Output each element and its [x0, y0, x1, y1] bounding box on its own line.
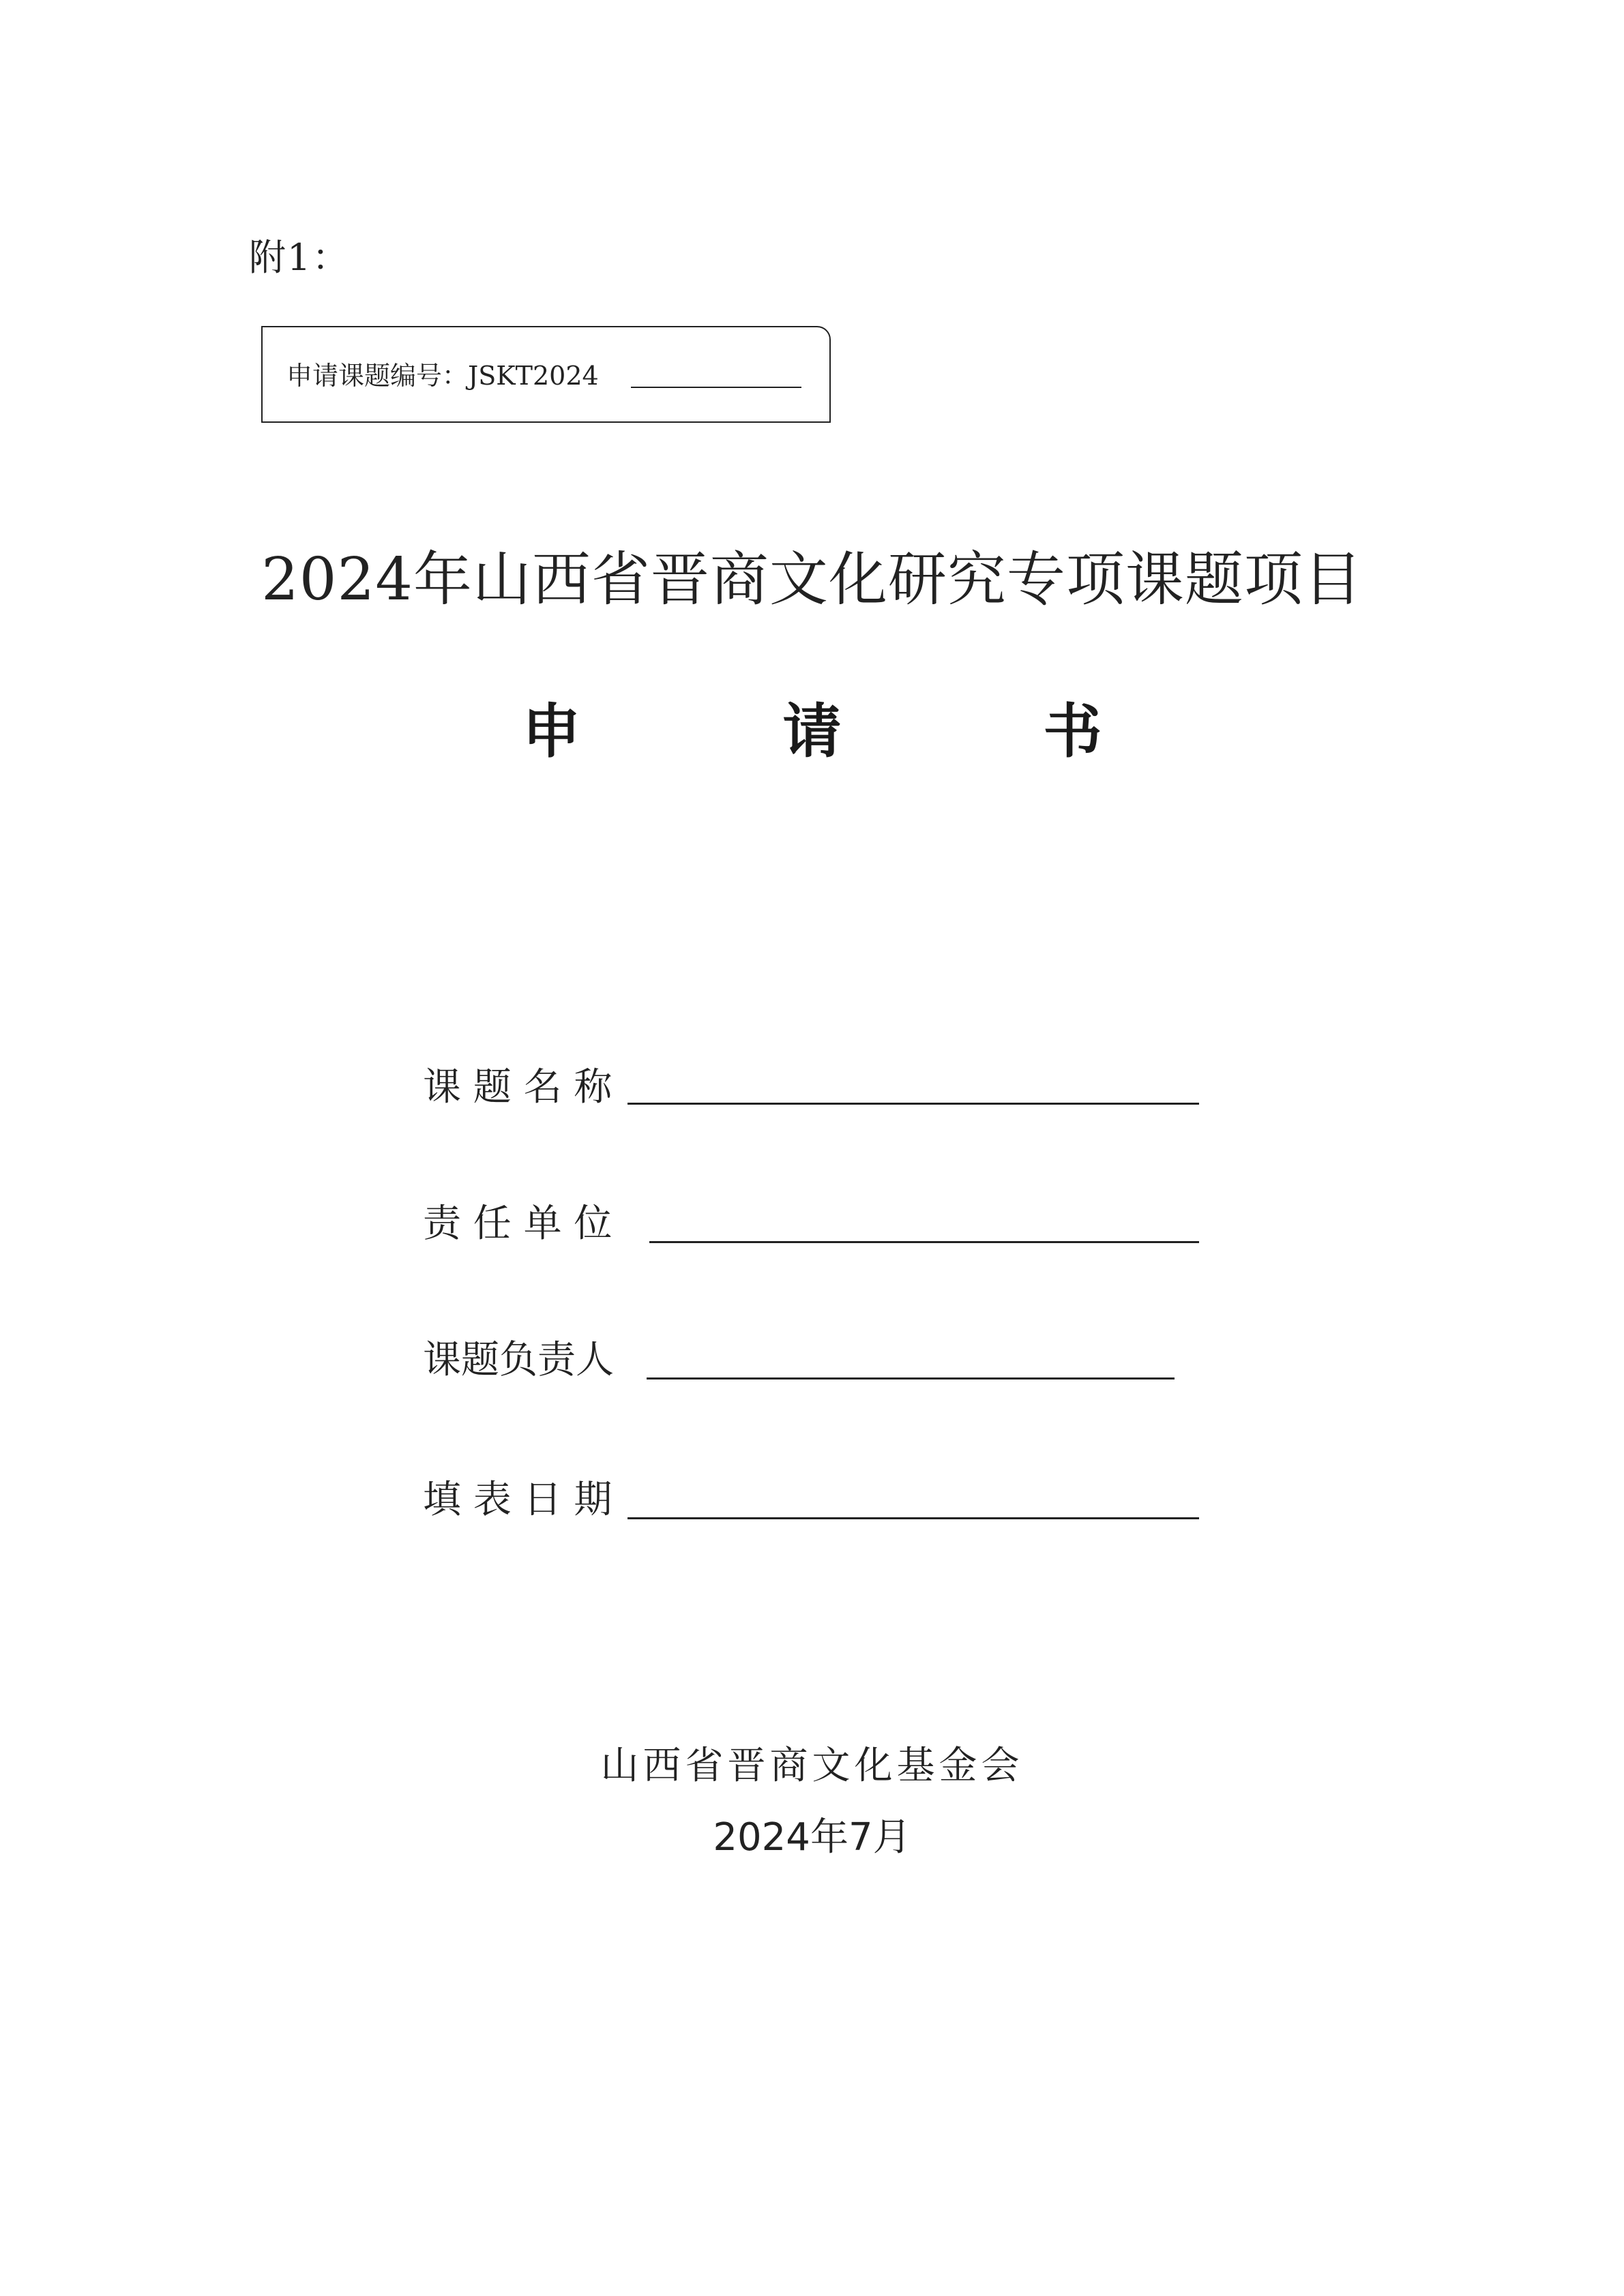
application-code-box	[261, 326, 831, 423]
field-project-leader-line[interactable]	[647, 1377, 1175, 1380]
field-project-leader	[423, 1330, 1180, 1391]
document-title: 2024年山西省晋商文化研究专项课题项目	[261, 546, 1363, 614]
field-topic-name-line[interactable]	[628, 1103, 1199, 1105]
field-fill-date	[423, 1470, 1200, 1531]
field-project-leader-label: 课题负责人	[423, 1338, 614, 1382]
application-code-blank[interactable]	[631, 387, 801, 388]
field-responsible-unit-label: 责 任 单 位	[423, 1202, 612, 1246]
annex-label: 附1：	[249, 236, 351, 279]
field-fill-date-line[interactable]	[628, 1517, 1199, 1519]
field-topic-name-label: 课 题 名 称	[423, 1065, 612, 1109]
field-fill-date-label: 填 表 日 期	[423, 1478, 612, 1522]
subtitle-char-2: 请	[782, 698, 842, 766]
organization-name: 山西省晋商文化基金会	[600, 1744, 1024, 1788]
application-code-label: 申请课题编号：JSKT2024	[286, 361, 599, 391]
subtitle-char-3: 书	[1043, 698, 1102, 766]
field-responsible-unit	[423, 1193, 1200, 1255]
field-topic-name	[423, 1057, 1200, 1118]
field-responsible-unit-line[interactable]	[649, 1241, 1199, 1243]
subtitle-char-1: 申	[522, 698, 581, 766]
issue-date: 2024年7月	[713, 1815, 911, 1860]
document-subtitle	[0, 684, 1624, 769]
